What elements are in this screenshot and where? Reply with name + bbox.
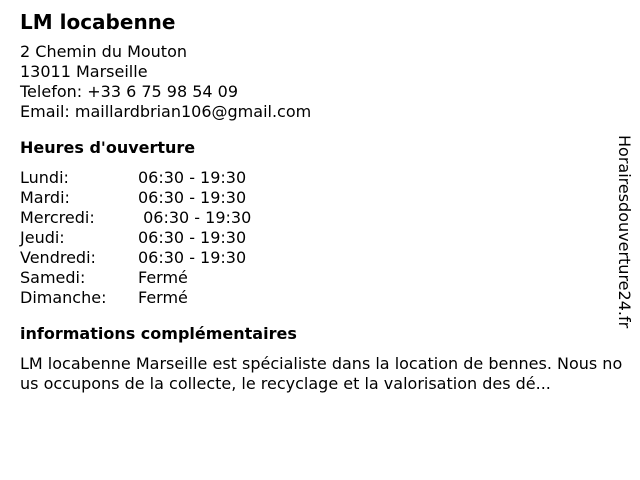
hours-day-label: Mardi: xyxy=(20,188,70,207)
hours-time-value: Fermé xyxy=(138,288,188,307)
hours-title: Heures d'ouverture xyxy=(20,138,196,157)
hours-day-label: Samedi: xyxy=(20,268,86,287)
site-watermark: Horairesdouverture24.fr xyxy=(615,135,634,329)
address-street: 2 Chemin du Mouton xyxy=(20,42,187,61)
hours-day-label: Lundi: xyxy=(20,168,69,187)
info-title: informations complémentaires xyxy=(20,324,297,343)
hours-table xyxy=(20,168,620,308)
email-text: Email: maillardbrian106@gmail.com xyxy=(20,102,312,121)
hours-time-value: 06:30 - 19:30 xyxy=(138,188,247,207)
hours-time-value: 06:30 - 19:30 xyxy=(138,168,247,187)
hours-day-label: Vendredi: xyxy=(20,248,96,267)
hours-time-value: 06:30 - 19:30 xyxy=(138,228,247,247)
hours-time-value: Fermé xyxy=(138,268,188,287)
business-card xyxy=(20,10,623,394)
hours-time-value: 06:30 - 19:30 xyxy=(138,248,247,267)
hours-time-value: 06:30 - 19:30 xyxy=(138,208,252,227)
info-description: LM locabenne Marseille est spécialiste dans la location de bennes. Nous nous occupons de la collecte, le recyclage et la valorisation des dé... xyxy=(20,354,623,393)
business-name: LM locabenne xyxy=(20,10,176,34)
address-block xyxy=(20,42,620,122)
hours-day-label: Jeudi: xyxy=(20,228,65,247)
address-city: 13011 Marseille xyxy=(20,62,148,81)
hours-day-label: Mercredi: xyxy=(20,208,95,227)
phone-text: Telefon: +33 6 75 98 54 09 xyxy=(20,82,239,101)
hours-day-label: Dimanche: xyxy=(20,288,107,307)
